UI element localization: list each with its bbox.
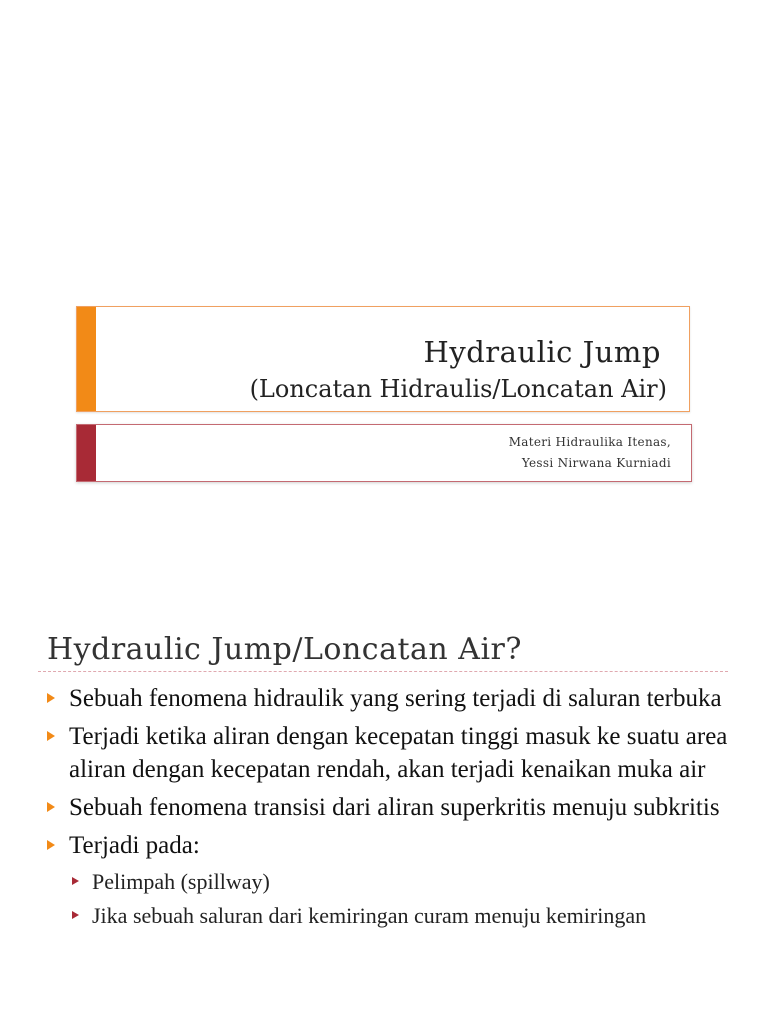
author-box [76, 424, 692, 482]
sub-bullet-arrow-icon [72, 877, 79, 885]
title-divider [38, 671, 728, 672]
bullet-text: Terjadi ketika aliran dengan kecepatan tinggi masuk ke suatu area aliran dengan kecepatan rendah, akan terjadi kenaikan muka air [69, 723, 728, 783]
slide-title: Hydraulic Jump [423, 335, 661, 369]
content-slide [0, 610, 768, 1024]
sub-bullet-item [0, 901, 768, 931]
sub-bullet-text: Jika sebuah saluran dari kemiringan curam menuju kemiringan [92, 903, 647, 928]
orange-accent-bar [77, 307, 96, 411]
bullet-arrow-icon [47, 693, 55, 703]
bullet-arrow-icon [47, 731, 55, 741]
author-line-2: Yessi Nirwana Kurniadi [521, 456, 671, 470]
bullet-item [0, 682, 768, 715]
bullet-arrow-icon [47, 802, 55, 812]
bullet-item [0, 829, 768, 862]
title-box [76, 306, 690, 412]
slide-subtitle: (Loncatan Hidraulis/Loncatan Air) [249, 375, 667, 403]
bullet-text: Sebuah fenomena transisi dari aliran superkritis menuju subkritis [69, 794, 720, 821]
bullet-text: Terjadi pada: [69, 832, 200, 859]
bullet-arrow-icon [47, 840, 55, 850]
bullet-list [0, 682, 768, 935]
author-line-1: Materi Hidraulika Itenas, [508, 435, 671, 449]
red-accent-bar [77, 425, 96, 481]
content-slide-title: Hydraulic Jump/Loncatan Air? [47, 632, 522, 667]
sub-bullet-text: Pelimpah (spillway) [92, 869, 270, 894]
bullet-text: Sebuah fenomena hidraulik yang sering terjadi di saluran terbuka [69, 685, 722, 712]
sub-bullet-arrow-icon [72, 911, 79, 919]
bullet-item [0, 791, 768, 824]
bullet-item [0, 720, 768, 786]
sub-bullet-item [0, 867, 768, 897]
